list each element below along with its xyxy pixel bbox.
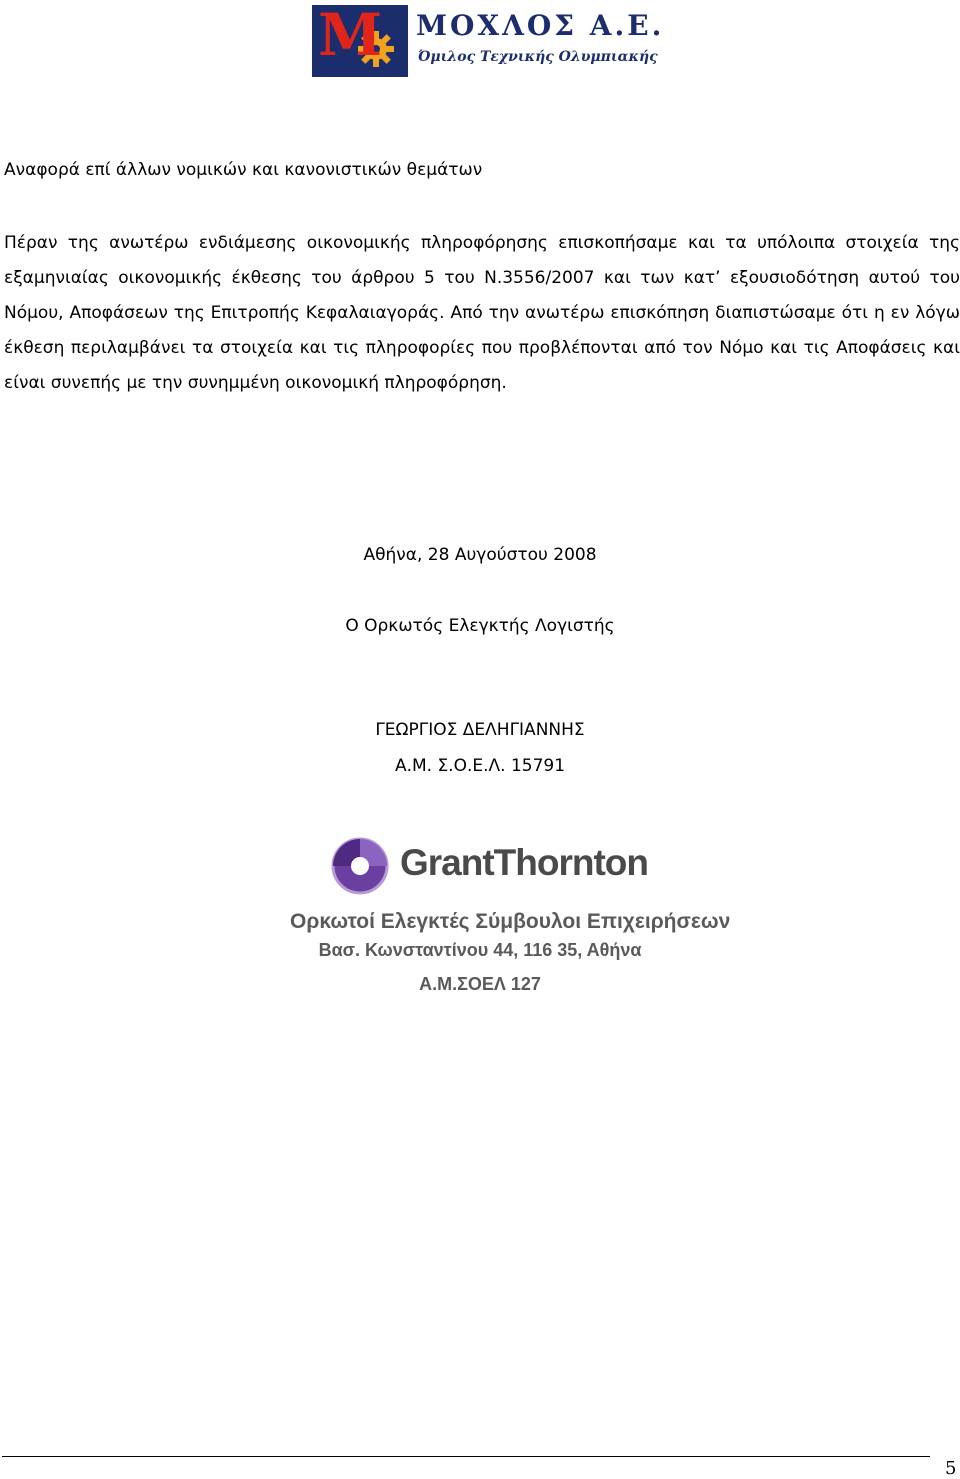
place-date: Αθήνα, 28 Αυγούστου 2008 (363, 545, 597, 565)
firm-registration: Α.Μ.ΣΟΕΛ 127 (419, 974, 541, 994)
report-paragraph: Πέραν της ανωτέρω ενδιάμεσης οικονομικής πληροφόρησης επισκοπήσαμε και τα υπόλοιπα στοιχεία της εξαμηνιαίας οικονομικής έκθεσης του άρθρου 5 του Ν.3556/2007 και των κατ’ εξουσιοδότηση αυτού του Νόμου, Αποφάσεων της Επιτροπής Κεφαλαιαγοράς. Από την ανωτέρω επισκόπηση διαπιστώσαμε ότι η εν λόγω έκθεση περιλαμβάνει τα στοιχεία και τις πληροφορίες που προβλέπονται από τον Νόμο και τις Αποφάσεις και είναι συνεπής με την συνημμένη οικονομική πληροφόρηση. (4, 233, 960, 393)
auditor-registration: Α.Μ. Σ.Ο.Ε.Λ. 15791 (394, 756, 566, 776)
company-name: ΜΟΧΛΟΣ Α.Ε. (416, 9, 665, 42)
auditor-role: Ο Ορκωτός Ελεγκτής Λογιστής (345, 616, 615, 636)
section-heading: Αναφορά επί άλλων νομικών και κανονιστικών θεμάτων (4, 160, 483, 180)
logo-mark (312, 1, 408, 77)
footer-rule (2, 1456, 930, 1457)
firm-line-1: Ορκωτοί Ελεγκτές Σύμβουλοι Επιχειρήσεων (290, 910, 731, 933)
firm-brand: GrantThornton (400, 842, 649, 883)
grant-thornton-logo-icon (330, 836, 390, 896)
company-subtitle: Όμιλος Τεχνικής Ολυμπιακής (418, 49, 658, 65)
firm-address: Βασ. Κωνσταντίνου 44, 116 35, Αθήνα (318, 940, 642, 960)
page-number: 5 (945, 1458, 957, 1479)
firm-stamp (290, 832, 731, 1002)
logo-letter: M (318, 1, 381, 69)
auditor-name: ΓΕΩΡΓΙΟΣ ΔΕΛΗΓΙΑΝΝΗΣ (375, 720, 585, 740)
company-logo (312, 1, 665, 78)
